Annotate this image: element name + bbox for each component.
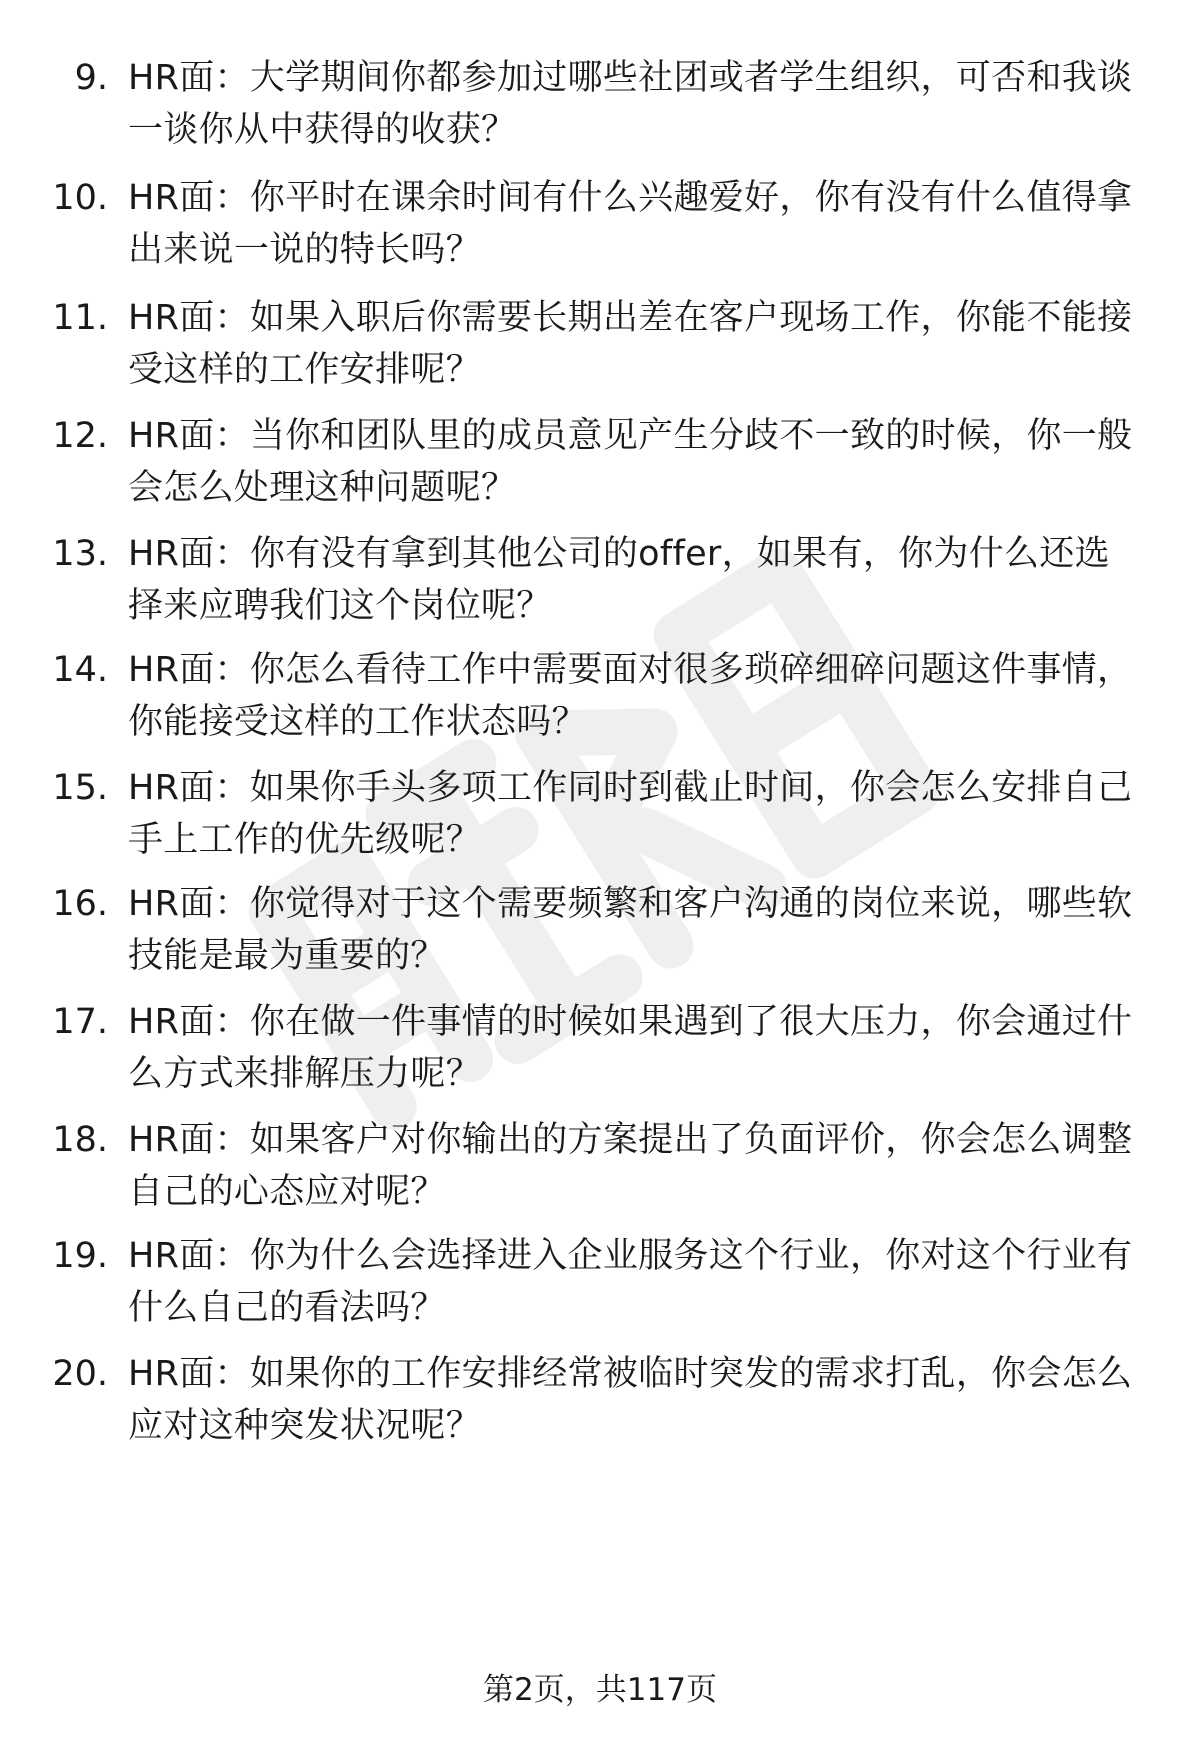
list-item-text — [128, 1348, 1158, 1452]
list-item-text — [128, 52, 1158, 156]
list-item-line: HR面：你觉得对于这个需要频繁和客户沟通的岗位来说，哪些软 — [128, 884, 1133, 924]
list-item-text — [128, 292, 1158, 396]
list-item-line: HR面：你怎么看待工作中需要面对很多琐碎细碎问题这件事情， — [128, 650, 1133, 690]
list-item — [0, 762, 1200, 882]
list-item-line: 出来说一说的特长吗？ — [128, 230, 482, 270]
list-item-text — [128, 172, 1158, 276]
list-item-line: HR面：如果入职后你需要长期出差在客户现场工作，你能不能接 — [128, 298, 1133, 338]
list-item-line: HR面：当你和团队里的成员意见产生分歧不一致的时候，你一般 — [128, 416, 1133, 456]
list-item-number: 18. — [52, 1120, 108, 1160]
list-item — [0, 292, 1200, 412]
list-item-number: 12. — [52, 416, 108, 456]
list-item-line: 什么自己的看法吗？ — [128, 1288, 446, 1328]
list-item — [0, 52, 1200, 172]
list-item-line: 自己的心态应对呢？ — [128, 1172, 446, 1212]
list-item-number: 10. — [52, 178, 108, 218]
list-item-number: 13. — [52, 534, 108, 574]
list-item — [0, 1114, 1200, 1234]
list-item-line: 么方式来排解压力呢？ — [128, 1054, 482, 1094]
list-item-text — [128, 644, 1158, 748]
list-item-number: 11. — [52, 298, 108, 338]
page-footer: 第2页，共117页 — [483, 1672, 717, 1708]
list-item-line: HR面：你为什么会选择进入企业服务这个行业，你对这个行业有 — [128, 1236, 1133, 1276]
list-item-line: HR面：你在做一件事情的时候如果遇到了很大压力，你会通过什 — [128, 1002, 1133, 1042]
list-item-line: HR面：如果客户对你输出的方案提出了负面评价，你会怎么调整 — [128, 1120, 1133, 1160]
list-item-number: 9. — [74, 58, 108, 98]
list-item-line: 一谈你从中获得的收获？ — [128, 110, 517, 150]
list-item — [0, 528, 1200, 648]
list-item-line: 手上工作的优先级呢？ — [128, 820, 482, 860]
list-item — [0, 878, 1200, 998]
list-item — [0, 644, 1200, 764]
list-item-line: 你能接受这样的工作状态吗？ — [128, 702, 587, 742]
list-item-text — [128, 1230, 1158, 1334]
list-item-text — [128, 762, 1158, 866]
list-item-text — [128, 996, 1158, 1100]
list-item-line: 会怎么处理这种问题呢？ — [128, 468, 517, 508]
list-item-line: HR面：你有没有拿到其他公司的offer，如果有，你为什么还选 — [128, 534, 1110, 574]
list-item-number: 16. — [52, 884, 108, 924]
list-item — [0, 172, 1200, 292]
list-item-number: 19. — [52, 1236, 108, 1276]
list-item-line: 技能是最为重要的？ — [128, 936, 446, 976]
list-item-line: HR面：大学期间你都参加过哪些社团或者学生组织，可否和我谈 — [128, 58, 1133, 98]
list-item-text — [128, 1114, 1158, 1218]
list-item-line: 择来应聘我们这个岗位呢？ — [128, 586, 552, 626]
list-item-line: HR面：如果你手头多项工作同时到截止时间，你会怎么安排自己 — [128, 768, 1133, 808]
list-item — [0, 1348, 1200, 1468]
list-item-line: 应对这种突发状况呢？ — [128, 1406, 482, 1446]
list-item — [0, 410, 1200, 530]
list-item-line: HR面：你平时在课余时间有什么兴趣爱好，你有没有什么值得拿 — [128, 178, 1133, 218]
list-item-text — [128, 410, 1158, 514]
list-item-text — [128, 878, 1158, 982]
list-item — [0, 996, 1200, 1116]
list-item-line: HR面：如果你的工作安排经常被临时突发的需求打乱，你会怎么 — [128, 1354, 1133, 1394]
list-item — [0, 1230, 1200, 1350]
list-item-number: 20. — [52, 1354, 108, 1394]
list-item-number: 17. — [52, 1002, 108, 1042]
list-item-line: 受这样的工作安排呢？ — [128, 350, 482, 390]
list-item-number: 14. — [52, 650, 108, 690]
list-item-number: 15. — [52, 768, 108, 808]
list-item-text — [128, 528, 1158, 632]
